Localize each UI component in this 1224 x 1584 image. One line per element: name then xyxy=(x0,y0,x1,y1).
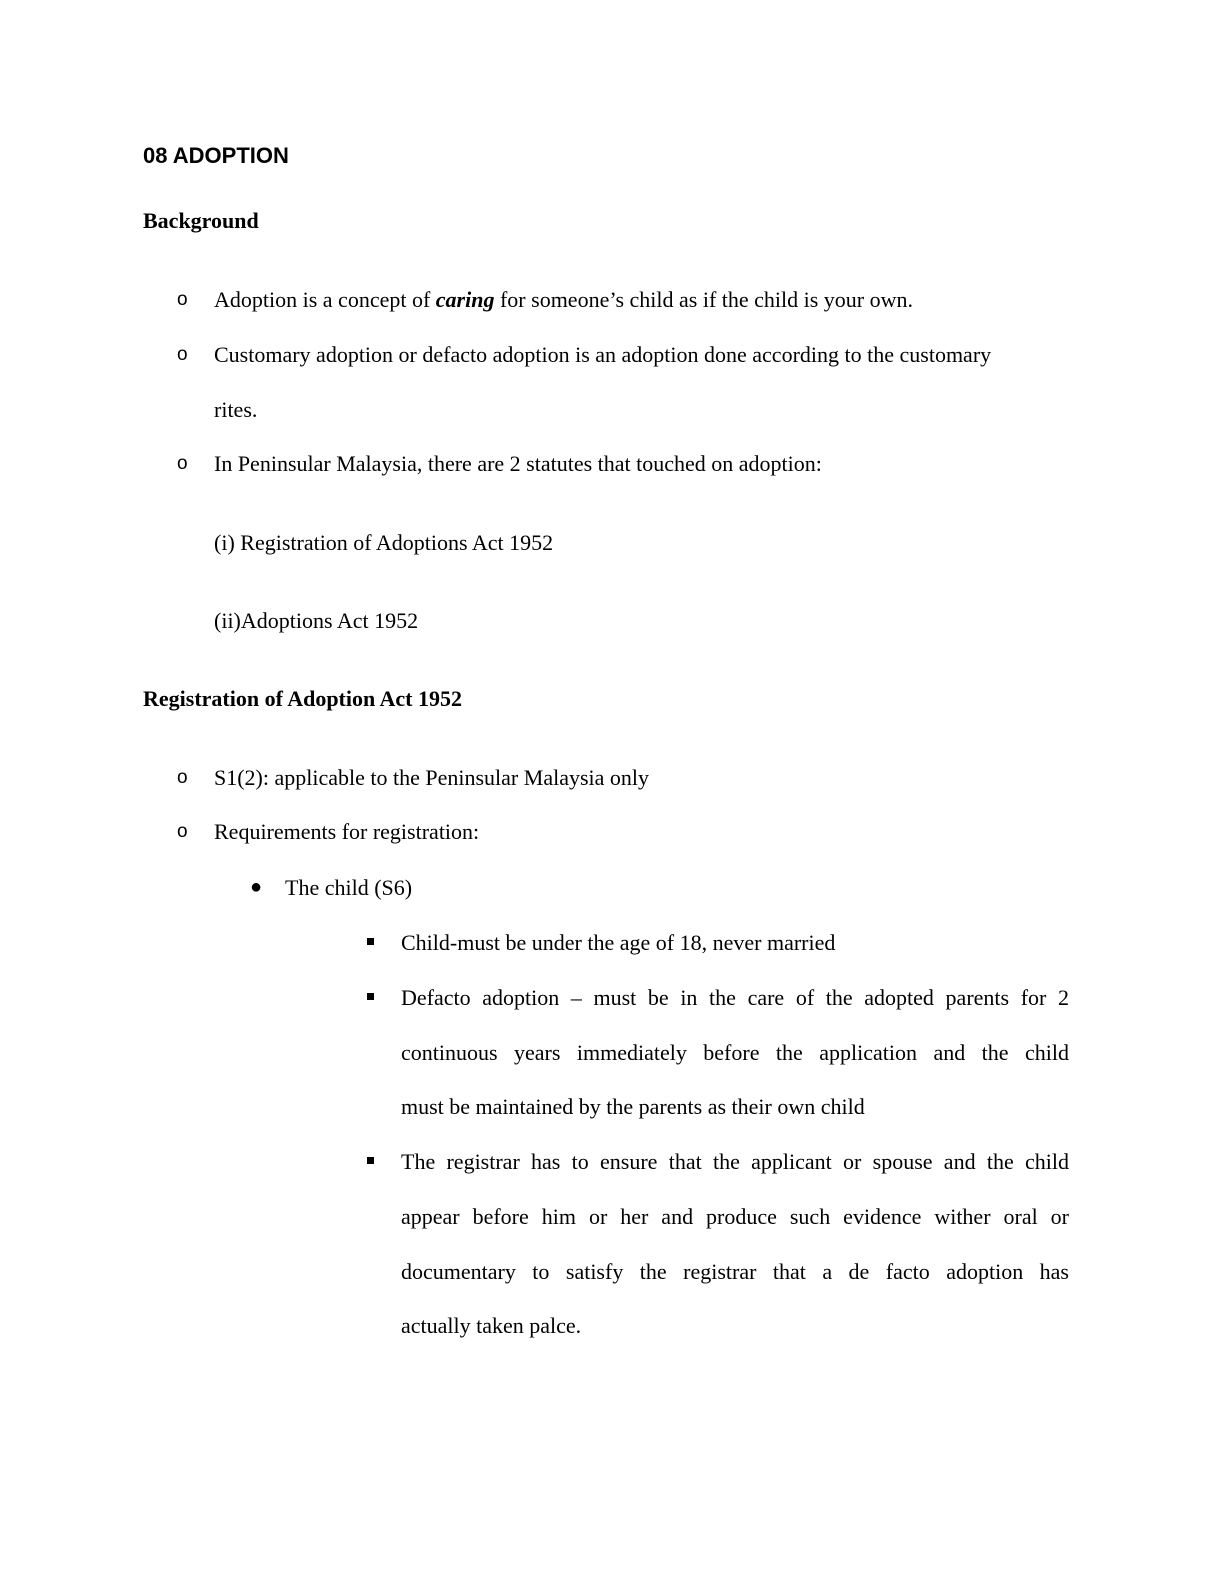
emphasis-caring: caring xyxy=(435,287,495,312)
background-heading: Background xyxy=(143,208,259,233)
background-bullet-2-line-1: Customary adoption or defacto adoption is an adoption done according to the customary xyxy=(214,342,992,367)
square-bullet-icon xyxy=(367,938,374,945)
requirement-2-line-3: must be maintained by the parents as their own child xyxy=(401,1094,865,1119)
bullet-marker: ● xyxy=(250,876,263,898)
requirement-2-line-2: continuous years immediately before the application and the child xyxy=(401,1040,1069,1065)
background-bullet-3: In Peninsular Malaysia, there are 2 statutes that touched on adoption: xyxy=(214,451,822,476)
bullet-marker: o xyxy=(177,767,188,788)
bullet-marker: o xyxy=(177,821,188,842)
square-bullet-icon xyxy=(367,1157,374,1164)
bullet-marker: o xyxy=(177,344,188,365)
registration-bullet-2: Requirements for registration: xyxy=(214,819,480,844)
requirement-3-line-2: appear before him or her and produce such evidence wither oral or xyxy=(401,1204,1069,1229)
requirement-2-line-1: Defacto adoption – must be in the care of the adopted parents for 2 xyxy=(401,985,1069,1010)
square-bullet-icon xyxy=(367,993,374,1000)
statute-2: (ii)Adoptions Act 1952 xyxy=(214,608,419,633)
registration-heading: Registration of Adoption Act 1952 xyxy=(143,686,462,711)
requirement-3-line-4: actually taken palce. xyxy=(401,1313,582,1338)
requirement-3-line-1: The registrar has to ensure that the applicant or spouse and the child xyxy=(401,1149,1069,1174)
child-subheading: The child (S6) xyxy=(285,875,413,900)
statute-1: (i) Registration of Adoptions Act 1952 xyxy=(214,530,554,555)
requirement-1: Child-must be under the age of 18, never married xyxy=(401,930,836,955)
background-bullet-1: Adoption is a concept of caring for someone’s child as if the child is your own. xyxy=(214,287,914,312)
background-bullet-2-line-2: rites. xyxy=(214,397,258,422)
document-title: 08 ADOPTION xyxy=(143,143,289,168)
bullet-marker: o xyxy=(177,289,188,310)
bullet-marker: o xyxy=(177,453,188,474)
registration-bullet-1: S1(2): applicable to the Peninsular Malaysia only xyxy=(214,765,650,790)
requirement-3-line-3: documentary to satisfy the registrar that a de facto adoption has xyxy=(401,1259,1069,1284)
